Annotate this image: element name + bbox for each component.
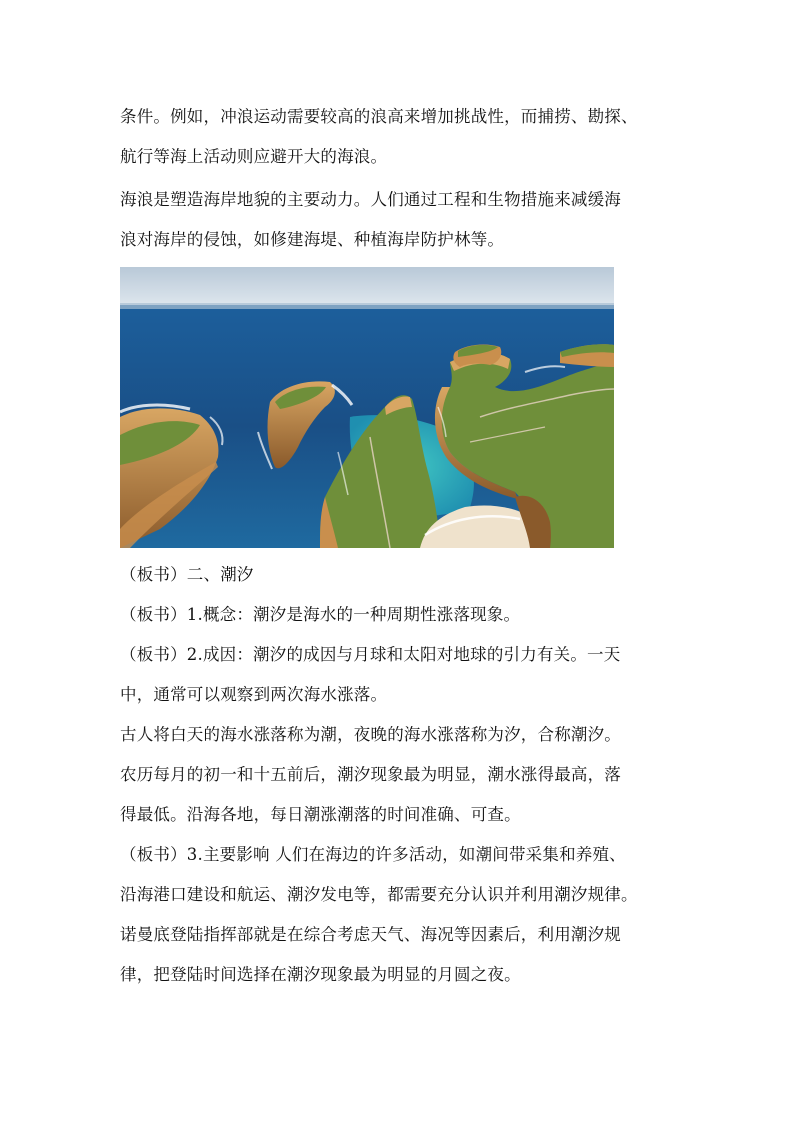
text-line: 中，通常可以观察到两次海水涨落。	[120, 685, 388, 704]
text-line: 得最低。沿海各地，每日潮涨潮落的时间准确、可查。	[120, 805, 521, 824]
paragraph-coastal-erosion	[120, 180, 680, 260]
text-line: 条件。例如，冲浪运动需要较高的浪高来增加挑战性，而捕捞、勘探、	[120, 107, 638, 126]
text-line: 海浪是塑造海岸地貌的主要动力。人们通过工程和生物措施来减缓海	[120, 190, 621, 209]
text-line: 律，把登陆时间选择在潮汐现象最为明显的月圆之夜。	[120, 965, 521, 984]
text-line: （板书）2.成因：潮汐的成因与月球和太阳对地球的引力有关。一天	[120, 645, 621, 664]
text-line: 浪对海岸的侵蚀，如修建海堤、种植海岸防护林等。	[120, 230, 505, 249]
text-line: 农历每月的初一和十五前后，潮汐现象最为明显，潮水涨得最高，落	[120, 765, 621, 784]
text-line: 古人将白天的海水涨落称为潮，夜晚的海水涨落称为汐，合称潮汐。	[120, 725, 621, 744]
coastline-aerial-photo	[120, 267, 614, 548]
heading-tides: （板书）二、潮汐	[120, 565, 254, 584]
text-line: 沿海港口建设和航运、潮汐发电等，都需要充分认识并利用潮汐规律。	[120, 885, 638, 904]
text-line: （板书）1.概念：潮汐是海水的一种周期性涨落现象。	[120, 605, 521, 624]
coastline-illustration	[120, 267, 614, 548]
paragraph-tides	[120, 555, 680, 995]
paragraph-waves-activities	[120, 97, 680, 177]
text-line: 航行等海上活动则应避开大的海浪。	[120, 147, 388, 166]
text-line: 诺曼底登陆指挥部就是在综合考虑天气、海况等因素后，利用潮汐规	[120, 925, 621, 944]
text-line: （板书）3.主要影响 人们在海边的许多活动，如潮间带采集和养殖、	[120, 845, 626, 864]
